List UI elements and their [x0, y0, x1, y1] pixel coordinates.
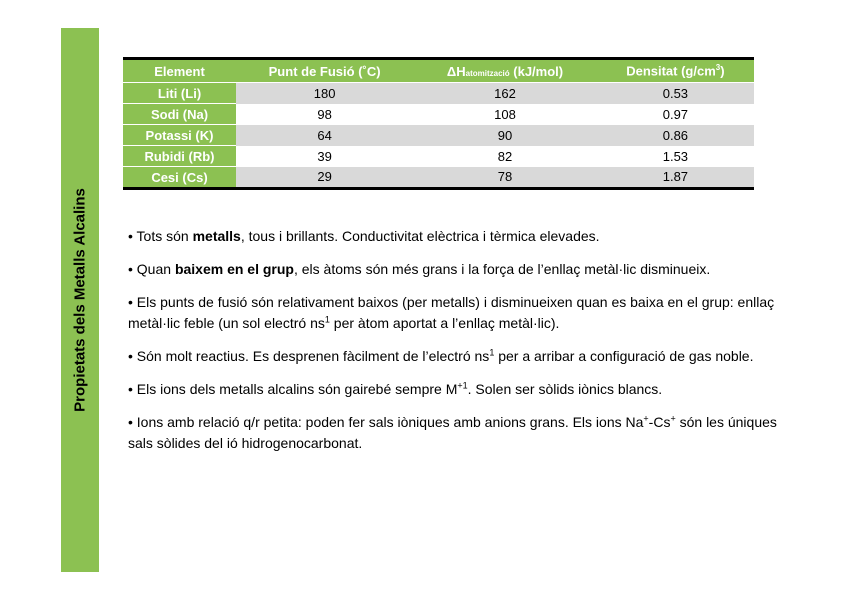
header-element: Element: [123, 59, 236, 83]
table-row: [123, 125, 754, 146]
bullet-item: • Quan baixem en el grup, els àtoms són més grans i la força de l’enllaç metàl·lic disminueix.: [128, 261, 711, 277]
cell-element: Liti (Li): [123, 83, 236, 104]
cell-atomization: 162: [413, 83, 597, 104]
cell-atomization: 78: [413, 167, 597, 189]
alkali-metals-table: [123, 57, 754, 190]
bullet-item: • Els ions dels metalls alcalins són gairebé sempre $M^{+1}$. Solen ser sòlids iònics blancs.: [128, 380, 663, 397]
cell-density: 0.86: [597, 125, 754, 146]
bullet-item: • Els punts de fusió són relativament baixos (per metalls) i disminueixen quan es baixa en el grup: enllaç metàl·lic feble (un sol electró $ns^1$ per àtom aportat a l’enllaç metàl·lic).: [128, 294, 775, 331]
bullet-item: • Són molt reactius. Es desprenen fàcilment de l’electró $ns^1$ per a arribar a configuració de gas noble.: [128, 347, 754, 364]
bullet-item: • Ions amb relació q/r petita: poden fer sals iòniques amb anions grans. Els ions Na+-Cs+ són les úniques sals sòlides del ió hidrogenocarbonat.: [128, 413, 777, 451]
header-atomization-enthalpy: ΔHatomització (kJ/mol): [413, 59, 597, 83]
table-header-row: [123, 59, 754, 83]
cell-melting-point: 29: [236, 167, 413, 189]
cell-melting-point: 180: [236, 83, 413, 104]
bullet-item: • Tots són metalls, tous i brillants. Conductivitat elèctrica i tèrmica elevades.: [128, 228, 600, 244]
cell-element: Rubidi (Rb): [123, 146, 236, 167]
table-row: [123, 104, 754, 125]
cell-atomization: 90: [413, 125, 597, 146]
cell-density: 1.87: [597, 167, 754, 189]
table-row: [123, 167, 754, 189]
cell-density: 0.53: [597, 83, 754, 104]
cell-element: Potassi (K): [123, 125, 236, 146]
bullet-list: [128, 226, 788, 466]
cell-atomization: 82: [413, 146, 597, 167]
header-density: Densitat $(g/cm^3)$: [597, 59, 754, 83]
cell-density: 1.53: [597, 146, 754, 167]
cell-atomization: 108: [413, 104, 597, 125]
cell-melting-point: 98: [236, 104, 413, 125]
cell-melting-point: 64: [236, 125, 413, 146]
table-row: [123, 83, 754, 104]
cell-element: Sodi (Na): [123, 104, 236, 125]
header-melting-point: Punt de Fusió (˚C): [236, 59, 413, 83]
cell-element: Cesi (Cs): [123, 167, 236, 189]
cell-density: 0.97: [597, 104, 754, 125]
slide-title: Propietats dels Metalls Alcalins: [71, 188, 89, 412]
cell-melting-point: 39: [236, 146, 413, 167]
table-row: [123, 146, 754, 167]
